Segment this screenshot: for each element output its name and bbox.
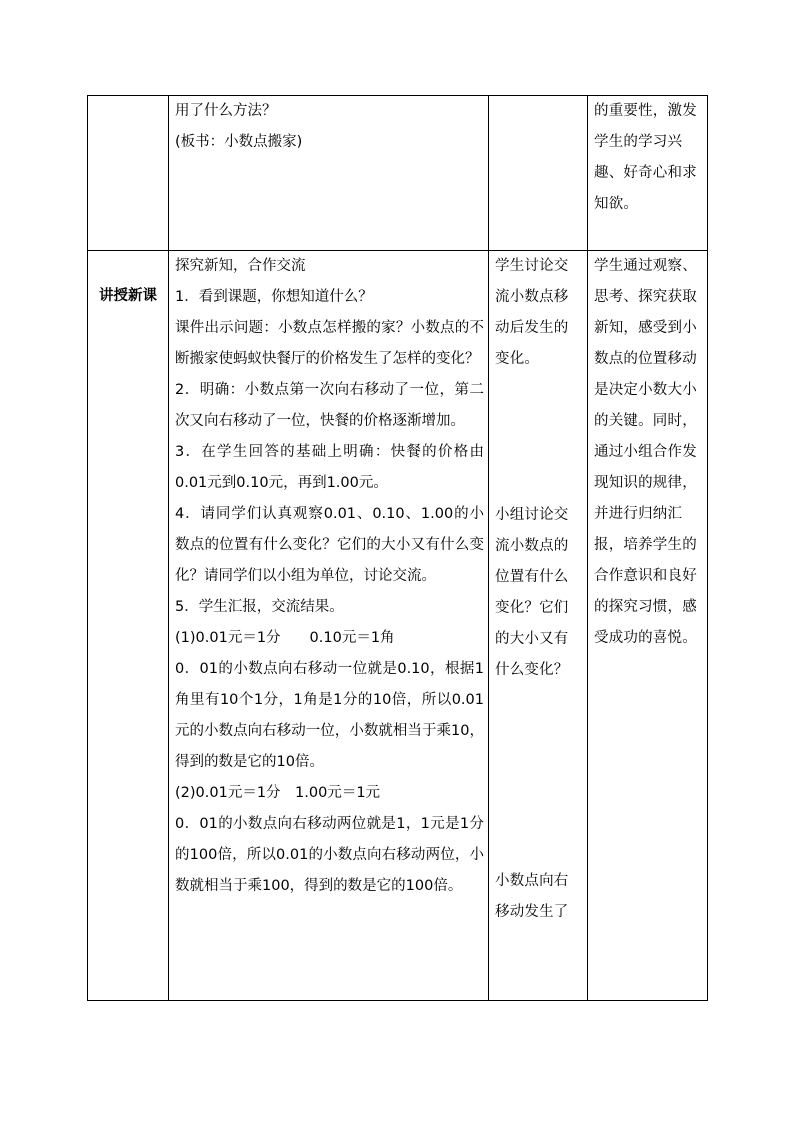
design-intent-cell <box>588 251 708 1001</box>
design-intent-text: 的重要性，激发学生的学习兴趣、好奇心和求知欲。 <box>594 103 697 212</box>
content-step: 2．明确：小数点第一次向右移动了一位，第二次又向右移动了一位，快餐的价格逐渐增加。 <box>175 382 484 429</box>
design-intent-cell <box>588 96 708 251</box>
content-step: 4．请同学们认真观察0.01、0.10、1.00的小数点的位置有什么变化？它们的大小又有什么变化？请同学们以小组为单位，讨论交流。 <box>175 506 484 584</box>
content-paragraph: 0．01的小数点向右移动两位就是1，1元是1分的100倍，所以0.01的小数点向右移动两位，小数就相当于乘100，得到的数是它的100倍。 <box>175 816 484 894</box>
content-equation: (1)0.01元＝1分 0.10元＝1角 <box>175 630 395 646</box>
lesson-plan-table <box>87 95 708 1001</box>
content-paragraph: 课件出示问题：小数点怎样搬的家？小数点的不断搬家使蚂蚁快餐厅的价格发生了怎样的变化？ <box>175 320 484 367</box>
content-line: 用了什么方法？ <box>175 103 277 119</box>
content-paragraph: 0．01的小数点向右移动一位就是0.10，根据1角里有10个1分，1角是1分的10倍，所以0.01元的小数点向右移动一位，小数就相当于乘10，得到的数是它的10倍。 <box>175 661 484 770</box>
section-label-cell <box>88 251 169 1001</box>
student-activity-text: 小数点向右移动发生了 <box>495 873 569 920</box>
section-label-cell <box>88 96 169 251</box>
student-activity-cell <box>489 96 588 251</box>
content-step: 3．在学生回答的基础上明确：快餐的价格由0.01元到0.10元，再到1.00元。 <box>175 444 484 491</box>
table-row <box>88 251 708 1001</box>
design-intent-text: 学生通过观察、思考、探究获取新知，感受到小数点的位置移动是决定小数大小的关键。同时，通过小组合作发现知识的规律，并进行归纳汇报，培养学生的合作意识和良好的探究习惯，感受成功的喜悦。 <box>594 258 697 646</box>
student-activity-text: 小组讨论交流小数点的位置有什么变化？它们的大小又有什么变化？ <box>495 507 569 678</box>
table-row <box>88 96 708 251</box>
content-heading: 探究新知，合作交流 <box>175 258 306 274</box>
student-activity-cell <box>489 251 588 1001</box>
blackboard-note: (板书：小数点搬家) <box>175 134 303 150</box>
student-activity-text: 学生讨论交流小数点移动后发生的变化。 <box>495 258 569 367</box>
content-step: 1．看到课题，你想知道什么？ <box>175 289 373 305</box>
teaching-content-cell <box>169 251 489 1001</box>
content-equation: (2)0.01元＝1分 1.00元＝1元 <box>175 785 381 801</box>
teaching-content-cell <box>169 96 489 251</box>
content-step: 5．学生汇报，交流结果。 <box>175 599 344 615</box>
section-label: 讲授新课 <box>99 288 157 304</box>
